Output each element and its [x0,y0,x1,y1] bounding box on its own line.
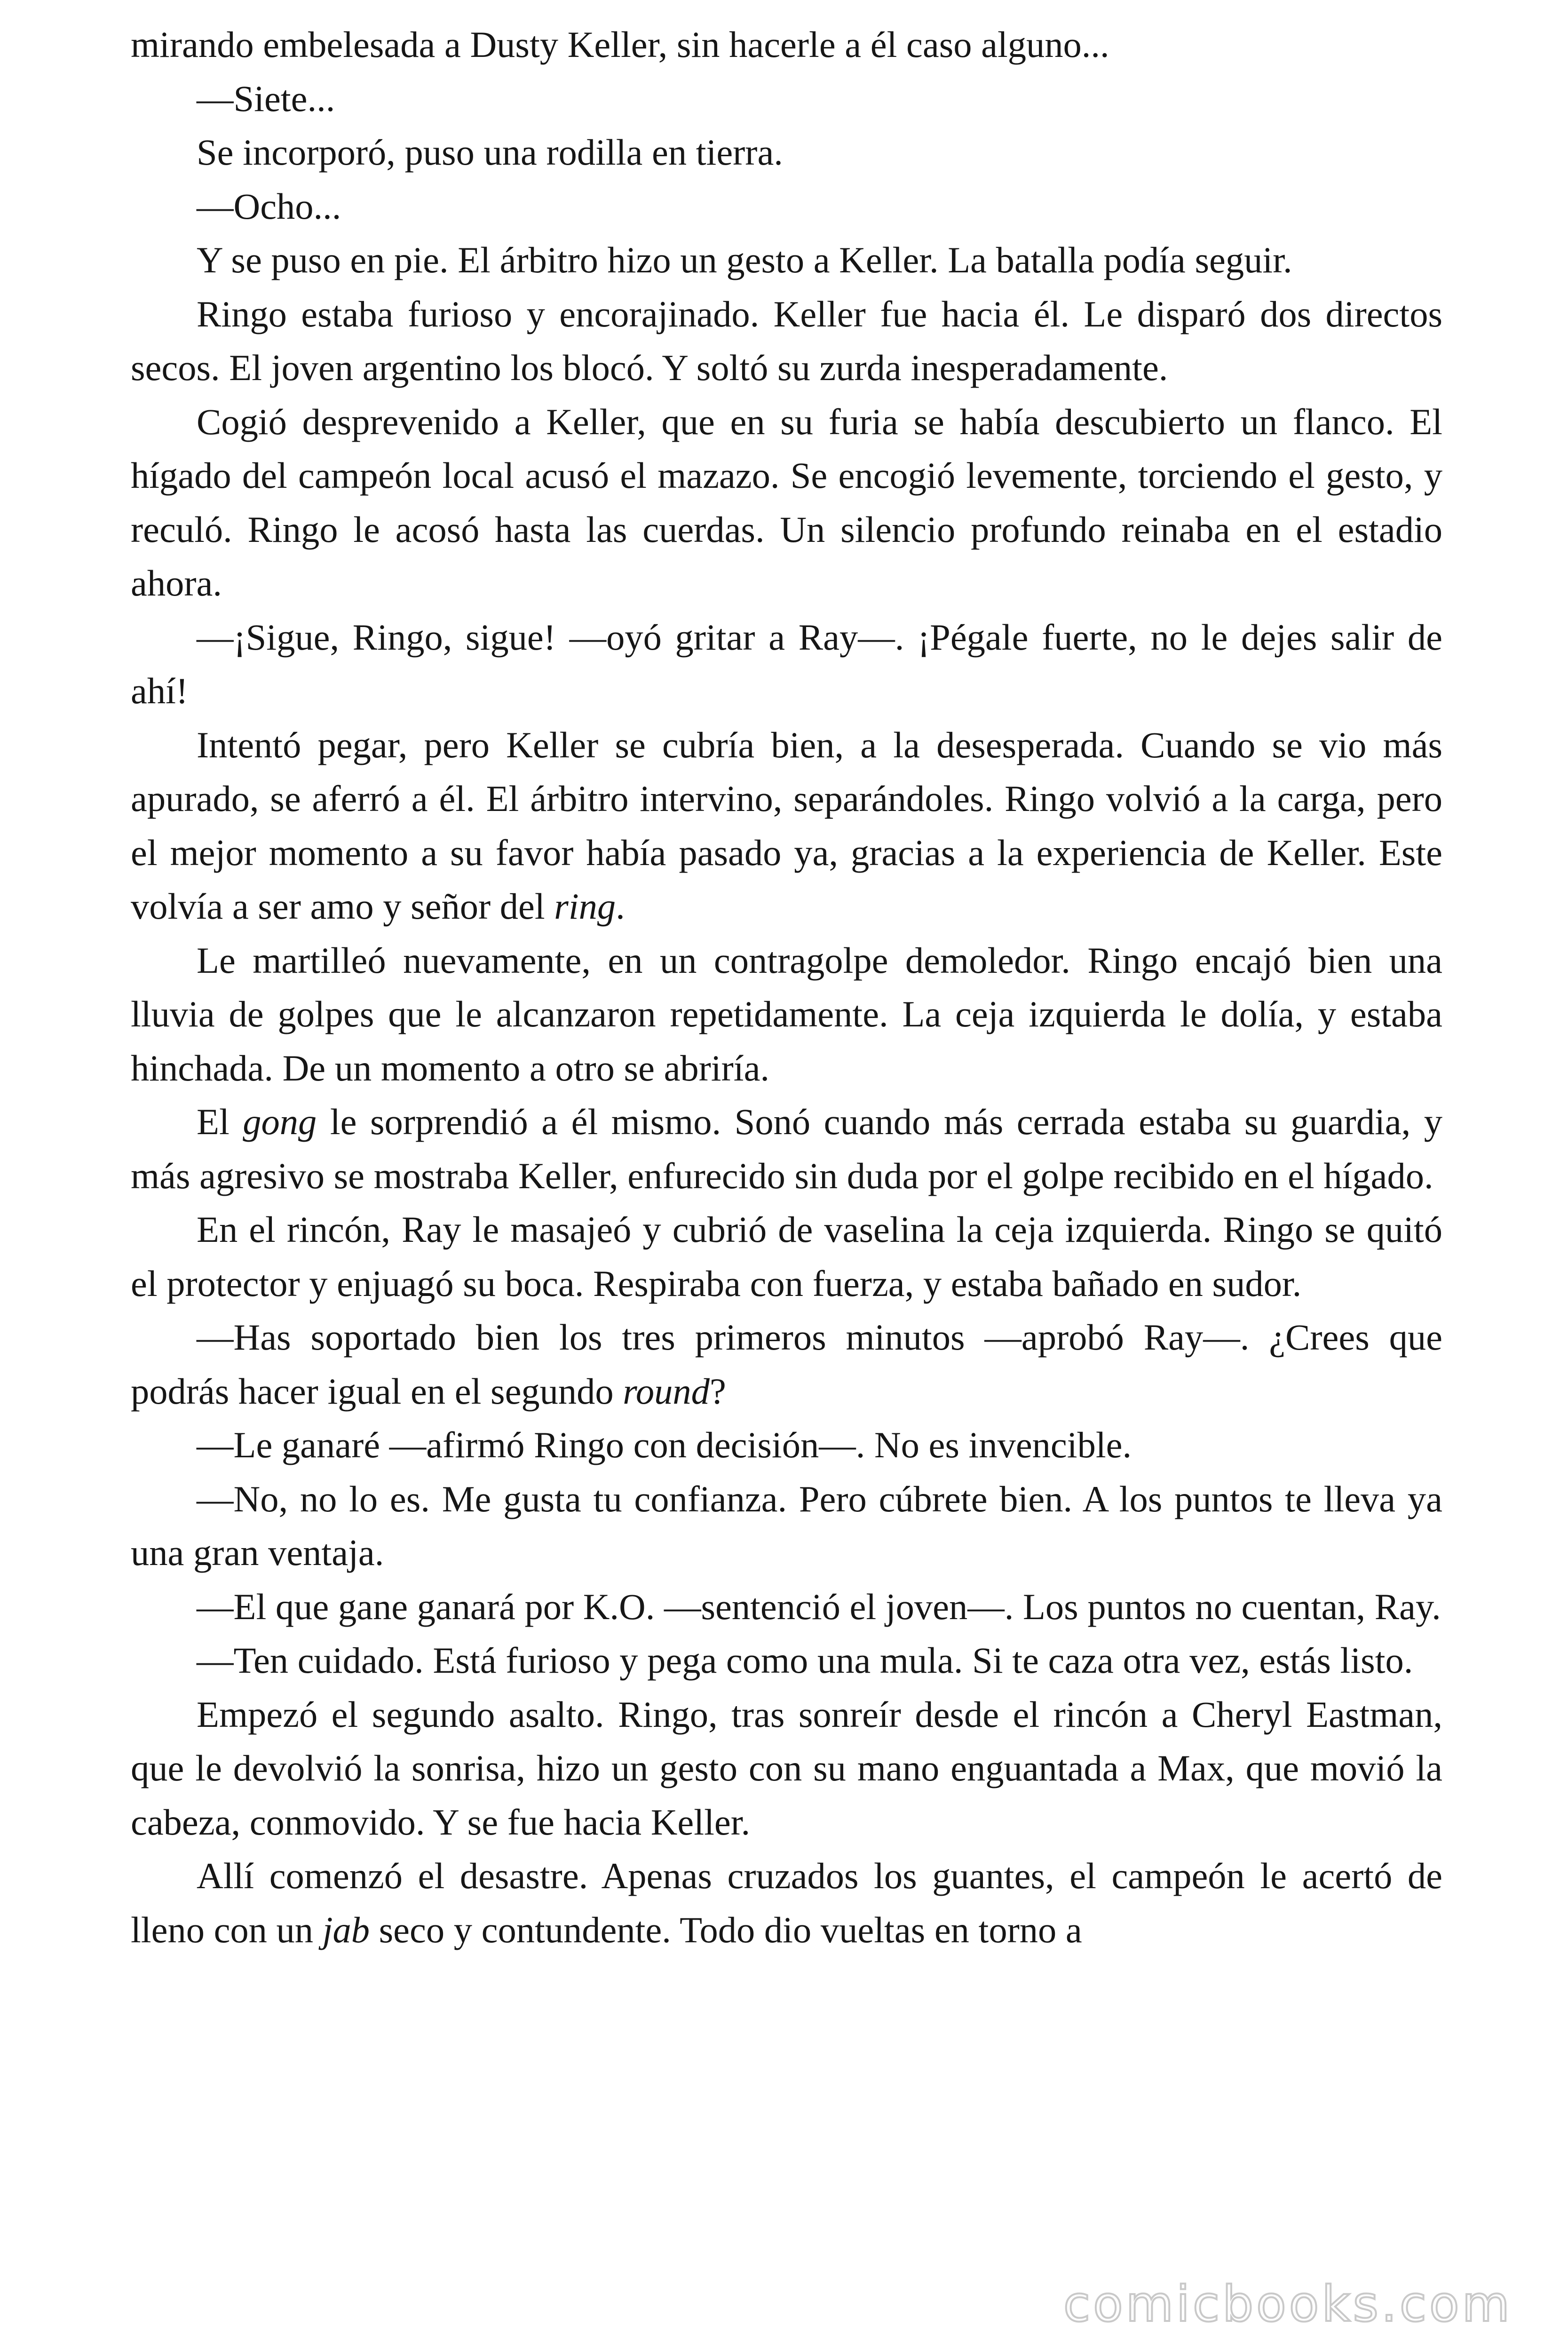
paragraph [131,126,1442,180]
text-run: —No, no lo es. Me gusta tu confianza. Pero cúbrete bien. A los puntos te lleva ya una gran ventaja. [131,1478,1442,1573]
paragraph [131,1849,1442,1957]
paragraph [131,1634,1442,1688]
text-run: —¡Sigue, Ringo, sigue! —oyó gritar a Ray—. ¡Pégale fuerte, no le dejes salir de ahí! [131,616,1442,711]
text-run: mirando embelesada a Dusty Keller, sin hacerle a él caso alguno... [131,24,1109,65]
text-run: —Ocho... [197,185,341,227]
paragraph [131,1688,1442,1850]
paragraph [131,395,1442,611]
paragraph [131,72,1442,126]
paragraph [131,611,1442,718]
paragraph [131,233,1442,287]
italic-text: jab [322,1909,370,1950]
text-run: Le martilleó nuevamente, en un contragolpe demoledor. Ringo encajó bien una lluvia de golpes que le alcanzaron repetidamente. La ceja izquierda le dolía, y estaba hinchada. De un momento a otro se abriría. [131,939,1442,1089]
paragraph [131,1418,1442,1472]
text-run: —Ten cuidado. Está furioso y pega como una mula. Si te caza otra vez, estás listo. [197,1640,1413,1681]
text-run: Allí comenzó el desastre. Apenas cruzados los guantes, el campeón le acertó de lleno con un [131,1855,1442,1950]
text-run: —Le ganaré —afirmó Ringo con decisión—. No es invencible. [197,1424,1132,1465]
italic-text: round [623,1370,710,1412]
watermark: comicbooks.com [1063,2275,1513,2333]
text-run: Cogió desprevenido a Keller, que en su furia se había descubierto un flanco. El hígado del campeón local acusó el mazazo. Se encogió levemente, torciendo el gesto, y reculó. Ringo le acosó hasta las cuerdas. Un silencio profundo reinaba en el estadio ahora. [131,401,1442,604]
text-run: En el rincón, Ray le masajeó y cubrió de vaselina la ceja izquierda. Ringo se quitó el protector y enjuagó su boca. Respiraba con fuerza, y estaba bañado en sudor. [131,1209,1442,1304]
text-run: —El que gane ganará por K.O. —sentenció el joven—. Los puntos no cuentan, Ray. [197,1586,1441,1627]
text-run: El [197,1101,243,1142]
paragraph [131,1095,1442,1203]
text-run: Se incorporó, puso una rodilla en tierra. [197,132,783,173]
paragraph [131,287,1442,395]
text-run: ? [709,1370,726,1412]
text-run: Intentó pegar, pero Keller se cubría bien, a la desesperada. Cuando se vio más apurado, se aferró a él. El árbitro intervino, separándoles. Ringo volvió a la carga, pero el mejor momento a su favor había pasado ya, gracias a la experiencia de Keller. Este volvía a ser amo y señor del [131,724,1442,927]
italic-text: ring [554,886,616,927]
paragraph [131,18,1442,72]
paragraph [131,1311,1442,1418]
paragraph [131,180,1442,234]
text-run: Ringo estaba furioso y encorajinado. Keller fue hacia él. Le disparó dos directos secos. El joven argentino los blocó. Y soltó su zurda inesperadamente. [131,293,1442,388]
text-run: seco y contundente. Todo dio vueltas en torno a [370,1909,1082,1950]
paragraph [131,934,1442,1096]
paragraph [131,1580,1442,1634]
text-run: Empezó el segundo asalto. Ringo, tras sonreír desde el rincón a Cheryl Eastman, que le devolvió la sonrisa, hizo un gesto con su mano enguantada a Max, que movió la cabeza, conmovido. Y se fue hacia Keller. [131,1693,1442,1843]
text-run: —Has soportado bien los tres primeros minutos —aprobó Ray—. ¿Crees que podrás hacer igual en el segundo [131,1317,1442,1412]
paragraph [131,1203,1442,1311]
text-run: —Siete... [197,78,335,119]
paragraph [131,718,1442,934]
paragraph [131,1472,1442,1580]
italic-text: gong [243,1101,317,1142]
text-run: le sorprendió a él mismo. Sonó cuando más cerrada estaba su guardia, y más agresivo se mostraba Keller, enfurecido sin duda por el golpe recibido en el hígado. [131,1101,1443,1196]
text-run: Y se puso en pie. El árbitro hizo un gesto a Keller. La batalla podía seguir. [197,239,1292,280]
text-run: . [616,886,625,927]
page-body [131,18,1442,1957]
